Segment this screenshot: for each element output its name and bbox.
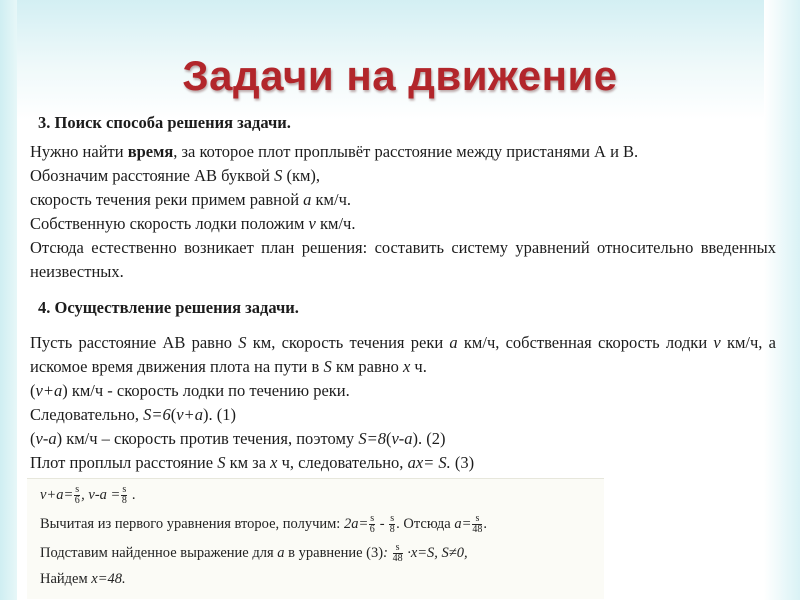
slide-title: Задачи на движение (182, 52, 618, 99)
step3-line3: скорость течения реки примем равной а км/ч. (30, 190, 351, 209)
step3-line1: Нужно найти время, за которое плот проплывёт расстояние между пристанями А и В. (30, 142, 639, 161)
step4-text (30, 331, 776, 475)
step3-line2: Обозначим расстояние АВ буквой S (км), (30, 166, 321, 185)
step4-paragraph1: Пусть расстояние АВ равно S км, скорость течения реки а км/ч, собственная скорость лодки v км/ч, а искомое время движения плота на пути в S км равно х ч. (30, 333, 776, 376)
step3-heading: 3. Поиск способа решения задачи. (38, 113, 291, 132)
step4-line2: (v+а) км/ч - скорость лодки по течению реки. (30, 381, 350, 400)
step4-line5: Плот проплыл расстояние S км за х ч, следовательно, ах= S. (3) (30, 453, 475, 472)
step3-line5: Отсюда естественно возникает план решения: составить систему уравнений относительно введенных неизвестных. (30, 238, 776, 281)
fraction: $\frac{s}{48}$ (392, 542, 403, 564)
fraction: $\frac{s}{8}$ (389, 513, 395, 535)
solution-line1: v+a= $\frac{s}{6}$ , v-a = $\frac{s}{8}$ . (40, 484, 136, 506)
fraction: $\frac{s}{6}$ (74, 484, 80, 506)
fraction: $\frac{s}{8}$ (121, 484, 127, 506)
solution-line2: Вычитая из первого уравнения второе, получим: 2a= $\frac{s}{6}$ - $\frac{s}{8}$ . Отсюда a= $\frac{s}{48}$ . (40, 513, 488, 535)
fraction: $\frac{s}{6}$ (369, 513, 375, 535)
step4-heading: 4. Осуществление решения задачи. (38, 298, 299, 317)
fraction: $\frac{s}{48}$ (472, 513, 483, 535)
step4-line3: Следовательно, S=6(v+а). (1) (30, 405, 236, 424)
solution-line4: Найдем x=48. (40, 571, 126, 587)
solution-line3: Подставим найденное выражение для a в уравнение (3): $\frac{s}{48}$ ·x=S, S≠0, (40, 542, 468, 564)
solution-box (27, 478, 604, 599)
step4-line4: (v-а) км/ч – скорость против течения, поэтому S=8(v-а). (2) (30, 429, 446, 448)
step3-line4: Собственную скорость лодки положим v км/ч. (30, 214, 356, 233)
step3-text (30, 140, 776, 284)
